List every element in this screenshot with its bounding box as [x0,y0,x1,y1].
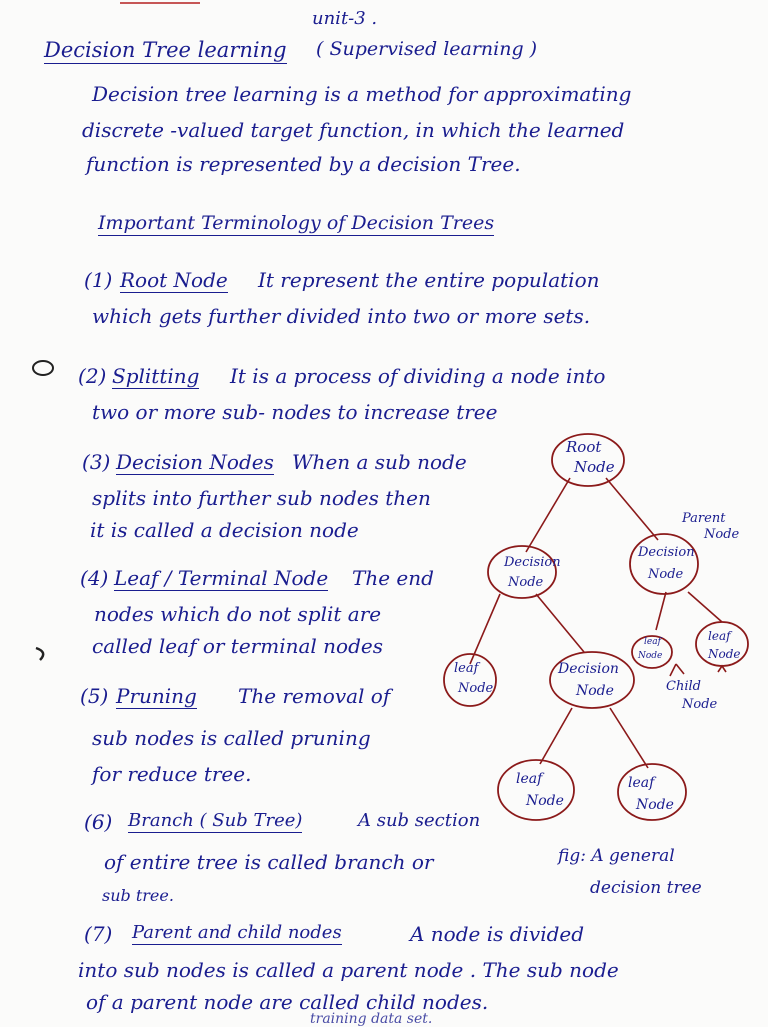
decision-node-right-label-2: Node [648,567,684,582]
item-1-term: Root Node [120,268,228,292]
decision-node-left-label-2: Node [508,575,544,590]
leaf-bottom-2-label-2: Node [636,797,674,813]
leaf-bottom-2-label-1: leaf [628,775,655,791]
item-4-line-2: nodes which do not split are [94,602,382,626]
item-5-line-1: The removal of [238,684,391,708]
item-7-line-1: A node is divided [410,922,585,946]
item-3-line-3: it is called a decision node [90,518,359,542]
item-5-number: (5) [80,684,109,708]
root-node-label-2: Node [574,458,615,476]
leaf-small-2-label-1: leaf [708,629,731,643]
decision-node-right [630,534,698,594]
leaf-node-left-label-1: leaf [454,661,479,676]
figure-caption-line-2: decision tree [590,878,702,898]
figure-caption-line-1: fig: A general [558,846,675,866]
leaf-bottom-1-label-1: leaf [516,771,543,787]
decision-node-left-label-1: Decision [504,555,561,570]
section-heading: Important Terminology of Decision Trees [98,212,495,234]
decision-node-mid-label-2: Node [576,683,614,699]
leaf-small-1-label-2: Node [638,651,663,661]
item-2-line-1: It is a process of dividing a node into [230,364,606,388]
leaf-bottom-1-label-2: Node [526,793,564,809]
leaf-node-left-label-2: Node [458,681,494,696]
leaf-small-2-label-2: Node [708,647,741,661]
item-4-line-1: The end [352,566,434,590]
item-3-line-2: splits into further sub nodes then [92,486,431,510]
parent-label-2: Node [704,527,740,542]
parent-label-1: Parent [682,511,726,526]
item-6-term: Branch ( Sub Tree) [128,810,303,831]
footer-partial-line: training data set. [310,1011,433,1027]
leaf-small-1-label-1: leaf [644,637,661,647]
item-7-line-3: of a parent node are called child nodes. [86,990,489,1014]
item-2-number: (2) [78,364,107,388]
intro-line-1: Decision tree learning is a method for approximating [92,82,632,106]
page-subtitle: ( Supervised learning ) [316,38,538,60]
item-3-line-1: When a sub node [292,450,467,474]
child-label-2: Node [682,697,718,712]
header-rule [120,0,200,6]
item-7-line-2: into sub nodes is called a parent node . The sub node [78,958,619,982]
item-4-number: (4) [80,566,109,590]
decision-node-mid-label-1: Decision [558,661,619,677]
item-6-number: (6) [84,810,113,834]
decision-node-right-label-1: Decision [638,545,695,560]
item-2-line-2: two or more sub- nodes to increase tree [92,400,498,424]
item-5-term: Pruning [116,684,197,708]
item-3-term: Decision Nodes [116,450,274,474]
child-label-1: Child [666,679,701,694]
page-title: Decision Tree learning [44,38,287,62]
root-node-label-1: Root [566,438,602,456]
item-1-number: (1) [84,268,113,292]
intro-line-2: discrete -valued target function, in which the learned [82,118,625,142]
item-6-line-1: A sub section [358,810,481,831]
item-1-line-1: It represent the entire population [258,268,600,292]
item-7-number: (7) [84,922,113,946]
item-1-line-2: which gets further divided into two or more sets. [92,304,591,328]
item-6-line-3: sub tree. [102,886,174,905]
intro-line-3: function is represented by a decision Tree. [86,152,521,176]
leaf-node-bottom-1 [498,760,574,820]
item-5-line-3: for reduce tree. [92,762,252,786]
item-2-term: Splitting [112,364,200,388]
item-4-term: Leaf / Terminal Node [114,566,329,590]
item-4-line-3: called leaf or terminal nodes [92,634,383,658]
item-3-number: (3) [82,450,111,474]
item-6-line-2: of entire tree is called branch or [104,850,434,874]
decision-node-left [488,546,556,598]
item-5-line-2: sub nodes is called pruning [92,726,371,750]
unit-label: unit-3 . [312,8,378,29]
item-7-term: Parent and child nodes [132,922,342,943]
